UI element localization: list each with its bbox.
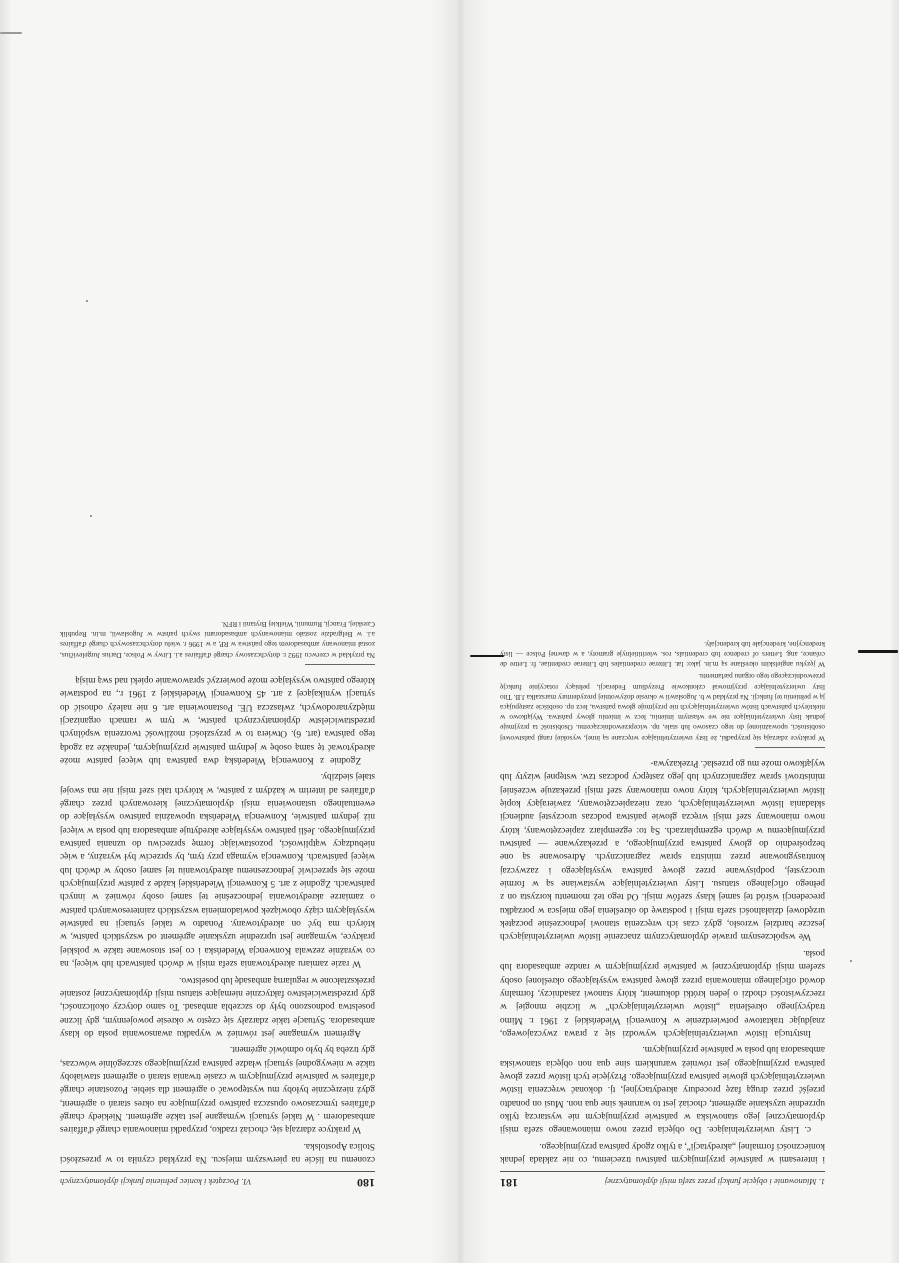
page-number: 180 xyxy=(357,1176,375,1190)
footnote: Na przykład w czerwcu 1992 r. dotychczasowy chargé d'affaires a.i. Litwy w Polsce, Darius Jurgelevičius, został mianowany ambasadorem tego państwa w RP, a w 1996 r. wielu dotychczasowych chargé d'affaires a.i. w Belgradzie zostało mianowanych ambasadorami swych państw w Jugosławii, m.in. Republik Czeskiej, Francji, Rumunii, Wielkiej Brytanii i RFN. xyxy=(60,619,375,660)
scan-speck xyxy=(850,960,852,962)
book-binding-gutter xyxy=(430,0,490,1263)
body-paragraph: c. Listy uwierzytelniające. Do objęcia przez nowo mianowanego szefa misji dyplomatycznej jego stanowiska w państwie przyjmującym nie wystarczą tylko uprzednie uzyskanie agrément, chociaż jest to warunek sine qua non. Musi on ponadto przejść przez drugą fazę procedury akredytacyjnej, tj. dokonać wręczenia listów uwierzytelniających głowie państwa przyjmującego. Przyjęcie tych listów przez głowę państwa przyjmującego jest również warunkiem sine qua non objęcia stanowiska ambasadora lub posła w państwie przyjmującym. xyxy=(500,1044,825,1135)
footnote-rule xyxy=(305,664,375,665)
binding-mark xyxy=(858,650,898,653)
running-head xyxy=(60,1171,375,1190)
body-paragraph: Zgodnie z Konwencją Wiedeńską dwa państwa lub więcej państw może akredytować tę samą osobę w jednym państwie przyjmującym, jednakże za zgodą tego państwa (art. 6). Otwiera to w przyszłości możliwość tworzenia wspólnych przedstawicielstw dyplomatycznych państw, w tym w ramach organizacji międzynarodowych, zwłaszcza UE. Postanowienia art. 6 nie należy odnosić do sytuacji wynikającej z art. 45 Konwencji Wiedeńskiej z 1961 r., na podstawie którego państwo wysyłające może powierzyć sprawowanie opieki nad swą misją xyxy=(60,674,375,766)
running-head xyxy=(500,1171,825,1190)
scan-edge-shadow-right xyxy=(889,0,899,1263)
body-paragraph: W razie zamiaru akredytowania szefa misji w dwóch państwach lub więcej, na co wyraźnie zezwala Konwencja Wiedeńska i co jest stosowane także w polskiej praktyce, wymagane jest uprzednie uzyskanie agrément od wszystkich państw, w których ma być on akredytowany. Ponadto w takiej sytuacji na państwie wysyłającym ciąży obowiązek powiadomienia wszystkich zainteresowanych państw o zamiarze akredytowania jednocześnie tej samej osoby również w innych państwach. Zgodnie z art. 5 Konwencji Wiedeńskiej każde z państw przyjmujących może się sprzeciwić jednoczesnemu akredytowaniu tej samej osoby w dwóch lub więcej państwach. Konwencja wymaga przy tym, by sprzeciw był wyraźny, a więc niebudzący wątpliwości, pozostawiając formę sprzeciwu do uznania państwa przyjmującego. Jeśli państwo wysyłające akredytuje ambasadora lub posła w więcej niż jednym państwie, Konwencja Wiedeńska upoważnia państwo wysyłające do ewentualnego ustanowienia misji dyplomatycznej kierowanych przez chargé d'affaires ad interim w każdym z państw, w których taki szef misji nie ma swojej stałej siedziby. xyxy=(60,771,375,969)
binding-mark xyxy=(470,655,504,657)
scan-edge-shadow-left xyxy=(0,0,12,1263)
body-paragraph: czonemu na liście na pierwszym miejscu. Na przykład czyniła to w przeszłości Stolica Apostolska. xyxy=(60,1140,375,1164)
body-paragraph: We współczesnym prawie dyplomatycznym znaczenie listów uwierzytelniających jeszcze bardziej wzrosło, gdyż czas ich wręczenia stanowi jednocześnie początek urzędowej działalności szefa misji i podstawę do określenia jego miejsca w porządku precedencji wśród tej samej klasy szefów misji. Od tego też momentu korzysta on z pełnego oficjalnego statusu. Listy uwierzytelniające wystawiane są w formie uroczystej, podpisywane przez głowę państwa wysyłającego i zazwyczaj kontrasygnowane przez ministra spraw zagranicznych. Adresowane są one bezpośrednio do głowy państwa przyjmującego, a przekazywane — państwu przyjmującemu w dwóch egzemplarzach. Są to: egzemplarz zapieczętowany, który nowo mianowany szef misji wręcza głowie państwa podczas uroczystej audiencji składania listów uwierzytelniających, oraz niezapieczętowany, zawierający kopię listów uwierzytelniających, który nowo mianowany szef misji przekazuje wcześniej ministrowi spraw zagranicznych lub jego zastępcy podczas tzw. wstępnej wizyty lub wyjątkowo może mu go przesłać. Przekazywa- xyxy=(500,758,825,942)
page-181 xyxy=(500,80,825,1190)
running-head-title: VI. Początek i koniec pełnienia funkcji dyplomatycznych xyxy=(60,1177,252,1187)
body-paragraph: Agrément wymagane jest również w wypadku awansowania posła do klasy ambasadora. Sytuacje takie zdarzały się często w okresie powojennym, gdy liczne poselstwa podnoszono były do szczebla ambasad. To samo dotyczy okoliczności, gdy przedstawicielstwo faktycznie niemające statusu misji dyplomatycznej zostanie przekształcone w regularną ambasadę lub poselstwo. xyxy=(60,974,375,1038)
page-180 xyxy=(60,130,375,1190)
body-paragraph: W praktyce zdarzają się, chociaż rzadko, przypadki mianowania chargé d'affaires ambasadorem . W takiej sytuacji wymagane jest także agrément. Niekiedy chargé d'affaires tymczasowo opuszcza państwo przyjmujące na okres starań o agrément, gdyż niezręcznie byłoby mu występować o agrément dla siebie. Pozostanie chargé d'affaires w państwie przyjmującym w czasie trwania starań o agrément stawiałoby także w niewygodnej sytuacji władze państwa przyjmującego szczególnie wówczas, gdy trzeba by było odmówić agrément. xyxy=(60,1044,375,1135)
body-paragraph: i interesami w państwie przyjmującym państwu trzeciemu, co nie zakłada jednak konieczności formalnej „akredytacji”, a tylko zgody państwa przyjmującego. xyxy=(500,1140,825,1164)
footnote: W języku angielskim określane są m.in. jako: lat. Litterae credentiales lub Litterae credentiae, fr. Lettre de créance, ang. Letters of credence lub credentials, ros. wierititielnyje gramoty, a w dawnej Polsce — listy kredencyjne, kredencjałe lub kredencjały. xyxy=(500,639,825,670)
binding-mark xyxy=(0,32,22,34)
running-head-title: 1. Mianowanie i objęcie funkcji przez szefa misji dyplomatycznej xyxy=(604,1177,825,1187)
body-paragraph: Instytucja listów uwierzytelniających wywodzi się z prawa zwyczajowego, znajdując traktatowe potwierdzenie w Konwencji Wiedeńskiej z 1961 r. Mimo tradycyjnego określenia „listów uwierzytelniających” w liczbie mnogiej w rzeczywistości chodzi o jeden krótki dokument, który stanowi zasadniczy, formalny dowód oficjalnego mianowania przez głowę państwa wysyłającego określonej osoby szefem misji dyplomatycznej w państwie przyjmującym w randze ambasadora lub posła. xyxy=(500,947,825,1038)
page-number: 181 xyxy=(500,1176,518,1190)
footnote-rule xyxy=(755,747,825,748)
footnote: W praktyce zdarzają się przypadki, że listy uwierzytelniające wręczane są innej, wysokiej rangi państwowej osobistości, upoważnionej do tego czasowo lub stale, np. wiceprzewodniczącemu. Osobistość ta przyjmuje jednak listy uwierzytelniające nie we własnym imieniu, lecz w imieniu głowy państwa. Wyjątkowo w niektórych państwach listów uwierzytelniających nie przyjmuje głowa państwa, lecz np. osobiście zastępująca ją w pełnieniu tej funkcji. Na przykład w b. Jugosławii w okresie dożywotniej prezydentury marszałka J.B. Tito listy uwierzytelniające przyjmował członkowie Prezydium Federacji, pełniący rotacyjnie funkcję przewodniczącego tego organu parlamentu. xyxy=(500,672,825,743)
